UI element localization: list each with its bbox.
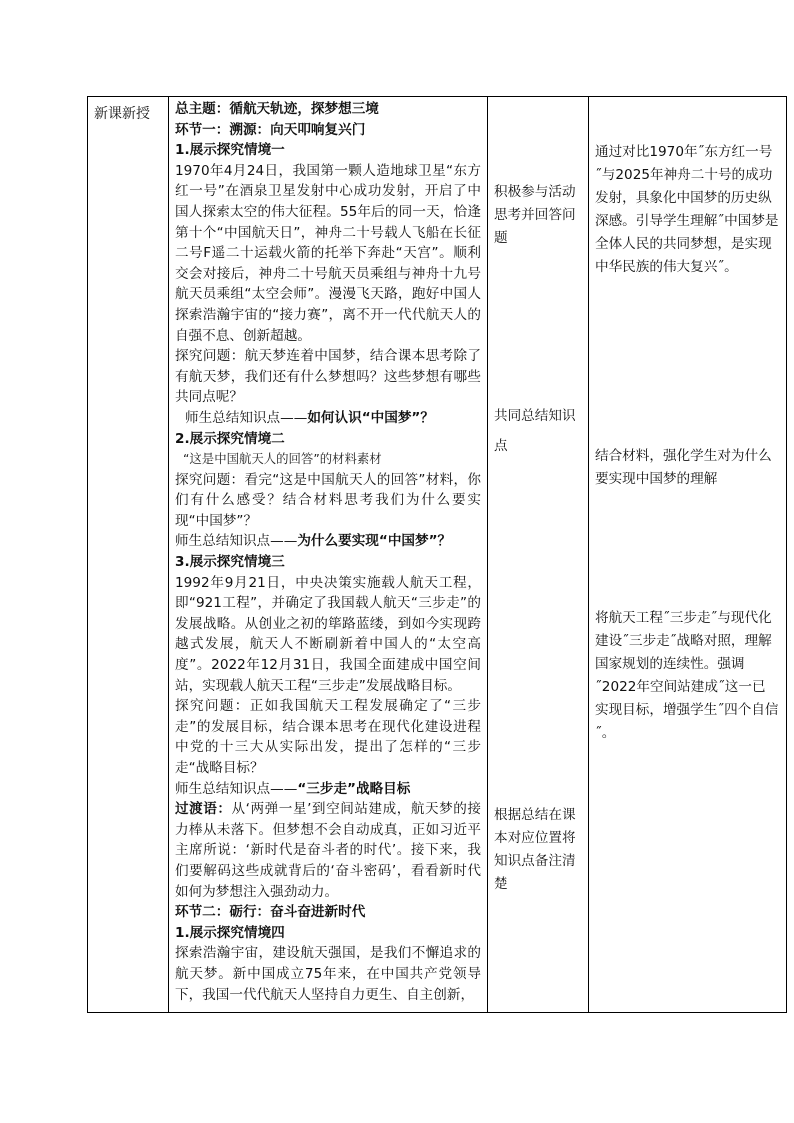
intent-three-steps: 将航天工程˝三步走˝与现代化建设˝三步走˝战略对照，理解国家规划的连续性。强调˝2022年空间站建成˝这一已实现目标，增强学生˝四个自信˝。 [595,610,779,741]
scenario4-heading: 1.展示探究情境四 [175,924,285,941]
scenario3-summary [175,779,481,800]
scenario1-summary [175,408,481,429]
student-activity-cell [488,97,588,1012]
scenario1-question: 探究问题：航天梦连着中国梦，结合课本思考除了有航天梦，我们还有什么梦想吗？这些梦想有哪些共同点呢？ [175,348,481,406]
scenario1-heading: 1.展示探究情境一 [175,142,285,159]
activity-annotate: 根据总结在课本对应位置将知识点备注清楚 [494,807,576,892]
scenario2-summary [175,531,481,552]
design-intent-cell [589,97,787,1012]
transition-label: 过渡语： [175,801,232,818]
intent-chinese-dream: 通过对比1970年˝东方红一号˝与2025年神舟二十号的成功发射，具象化中国梦的历史纵深感。引导学生理解˝中国梦是全体人民的共同梦想，是实现中华民族的伟大复兴˝。 [595,144,779,275]
section2-title: 环节二：砺行：奋斗奋进新时代 [175,904,366,921]
activity-summarize: 共同总结知识点 [494,408,576,454]
lesson-plan-table [87,96,787,1013]
summary-prefix: 师生总结知识点—— [185,409,308,426]
intent-material: 结合材料，强化学生对为什么要实现中国梦的理解 [595,448,772,487]
row-label: 新课新授 [94,106,150,122]
summary-point: 为什么要实现“中国梦”？ [297,533,452,550]
scenario4-text: 探索浩瀚宇宙，建设航天强国，是我们不懈追求的航天梦。新中国成立75年来，在中国共产党领导下，我国一代代航天人坚持自力更生、自主创新， [175,945,481,1003]
scenario2-heading: 2.展示探究情境二 [175,430,285,447]
scenario1-text: 1970年4月24日，我国第一颗人造地球卫星“东方红一号”在酒泉卫星发射中心成功发射，开启了中国人探索太空的伟大征程。55年后的同一天，恰逢第十个“中国航天日”，神舟二十号载人飞船在长征二号F遥二十运载火箭的托举下奔赴“天宫”。顺利交会对接后，神舟二十号航天员乘组与神舟十九号航天员乘组“太空会师”。漫漫飞天路，跑好中国人探索浩瀚宇宙的“接力赛”，离不开一代代航天人的自强不息、创新超越。 [175,162,481,344]
scenario3-heading: 3.展示探究情境三 [175,554,285,571]
activity-participate: 积极参与活动思考并回答问题 [494,184,576,246]
summary-point: “三步走”战略目标 [297,780,411,797]
main-theme: 总主题：循航天轨迹，探梦想三境 [175,101,379,117]
transition-text [175,799,481,902]
section1-title: 环节一：溯源：向天叩响复兴门 [175,121,366,138]
teaching-content-cell [169,97,487,1012]
scenario2-material: “这是中国航天人的回答”的材料素材 [183,451,382,467]
scenario3-question: 探究问题：正如我国航天工程发展确定了“三步走”的发展目标，结合课本思考在现代化建设进程中党的十三大从实际出发，提出了怎样的“三步走“战略目标？ [175,698,481,776]
row-label-cell [88,97,168,1012]
summary-point: 如何认识“中国梦”？ [307,409,434,426]
scenario2-question: 探究问题：看完“这是中国航天人的回答”材料，你们有什么感受？结合材料思考我们为什么要实现“中国梦”？ [175,471,481,529]
summary-prefix: 师生总结知识点—— [175,533,298,550]
summary-prefix: 师生总结知识点—— [175,780,298,797]
transition-body: 从‘两弹一星’到空间站建成，航天梦的接力棒从未落下。但梦想不会自动成真，正如习近平主席所说：‘新时代是奋斗者的时代’。接下来，我们要解码这些成就背后的‘奋斗密码’，看看新时代如何为梦想注入强劲动力。 [175,801,481,900]
scenario3-text: 1992年9月21日，中央决策实施载人航天工程，即“921工程”，并确定了我国载人航天“三步走”的发展战略。从创业之初的筚路蓝缕，到如今实现跨越式发展，航天人不断刷新着中国人的“太空高度”。2022年12月31日，我国全面建成中国空间站，实现载人航天工程“三步走”发展战略目标。 [175,574,481,694]
